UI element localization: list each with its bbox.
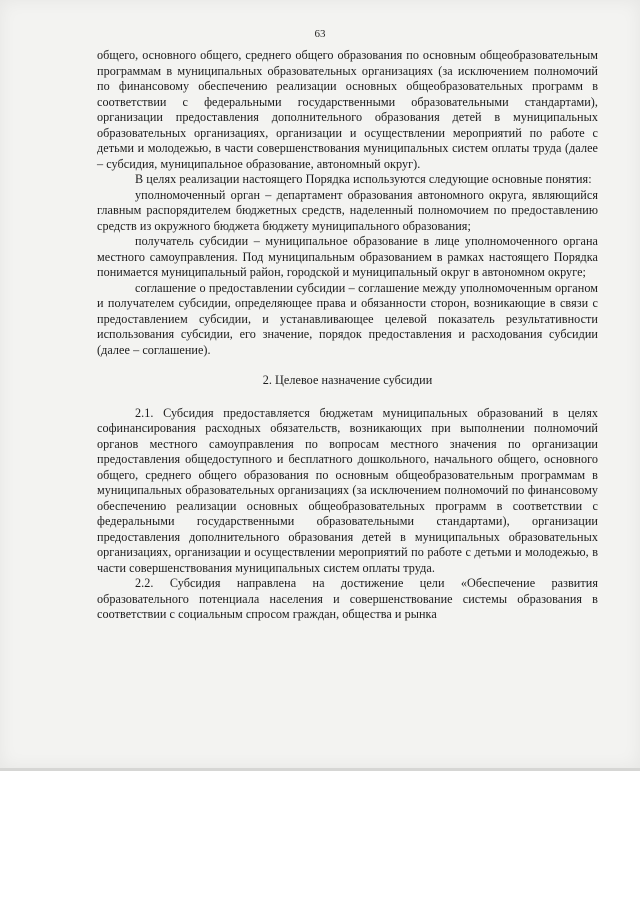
document-body bbox=[97, 48, 598, 623]
section-heading: 2. Целевое назначение субсидии bbox=[262, 373, 433, 387]
scan-bottom-edge bbox=[0, 768, 640, 771]
paragraph: 2.1. Субсидия предоставляется бюджетам муниципальных образований в целях софинансирования расходных обязательств, возникающих при выполнении полномочий органов местного самоуправления по вопросам местного значения по организации предоставления общедоступного и бесплатного дошкольного, начального общего, основного общего, среднего общего образования по основным общеобразовательным программам в муниципальных образовательных организациях (за исключением полномочий по финансовому обеспечению реализации основных общеобразовательных программ в соответствии с федеральными государственными образовательными стандартами), организации предоставления дополнительного образования детей в муниципальных образовательных организациях, организации и осуществлении мероприятий по работе с детьми и молодежью, в части совершенствования муниципальных систем оплаты труда. bbox=[97, 405, 598, 575]
paragraph: получатель субсидии – муниципальное образование в лице уполномоченного органа местного самоуправления. Под муниципальным образованием в рамках настоящего Порядка понимается муниципальный район, городской и муниципальный округ в автономном округе; bbox=[97, 234, 598, 279]
page-number: 63 bbox=[314, 28, 326, 40]
paragraph: общего, основного общего, среднего общего образования по основным общеобразовательным программам в муниципальных образовательных организациях (за исключением полномочий по финансовому обеспечению реализации основных общеобразовательных программ в соответствии с федеральными государственными образовательными стандартами), организации предоставления дополнительного образования детей в муниципальных образовательных организациях, организации и осуществлении мероприятий по работе с детьми и молодежью, в части совершенствования муниципальных систем оплаты труда (далее – субсидия, муниципальное образование, автономный округ). bbox=[97, 48, 598, 171]
paragraph: 2.2. Субсидия направлена на достижение цели «Обеспечение развития образовательного потенциала населения и совершенствование системы образования в соответствии с социальным спросом граждан, общества и рынка bbox=[97, 576, 598, 621]
paragraph: уполномоченный орган – департамент образования автономного округа, являющийся главным распорядителем бюджетных средств, наделенный полномочием по предоставлению средств из окружного бюджета бюджету муниципального образования; bbox=[97, 187, 598, 233]
paragraph: В целях реализации настоящего Порядка используются следующие основные понятия: bbox=[135, 172, 592, 186]
paragraph: соглашение о предоставлении субсидии – соглашение между уполномоченным органом и получателем субсидии, определяющее права и обязанности сторон, возникающие в связи с предоставлением субсидии, и устанавливающее целевой показатель результативности использования субсидии, его значение, порядок предоставления и расходования субсидии (далее – соглашение). bbox=[97, 280, 598, 357]
